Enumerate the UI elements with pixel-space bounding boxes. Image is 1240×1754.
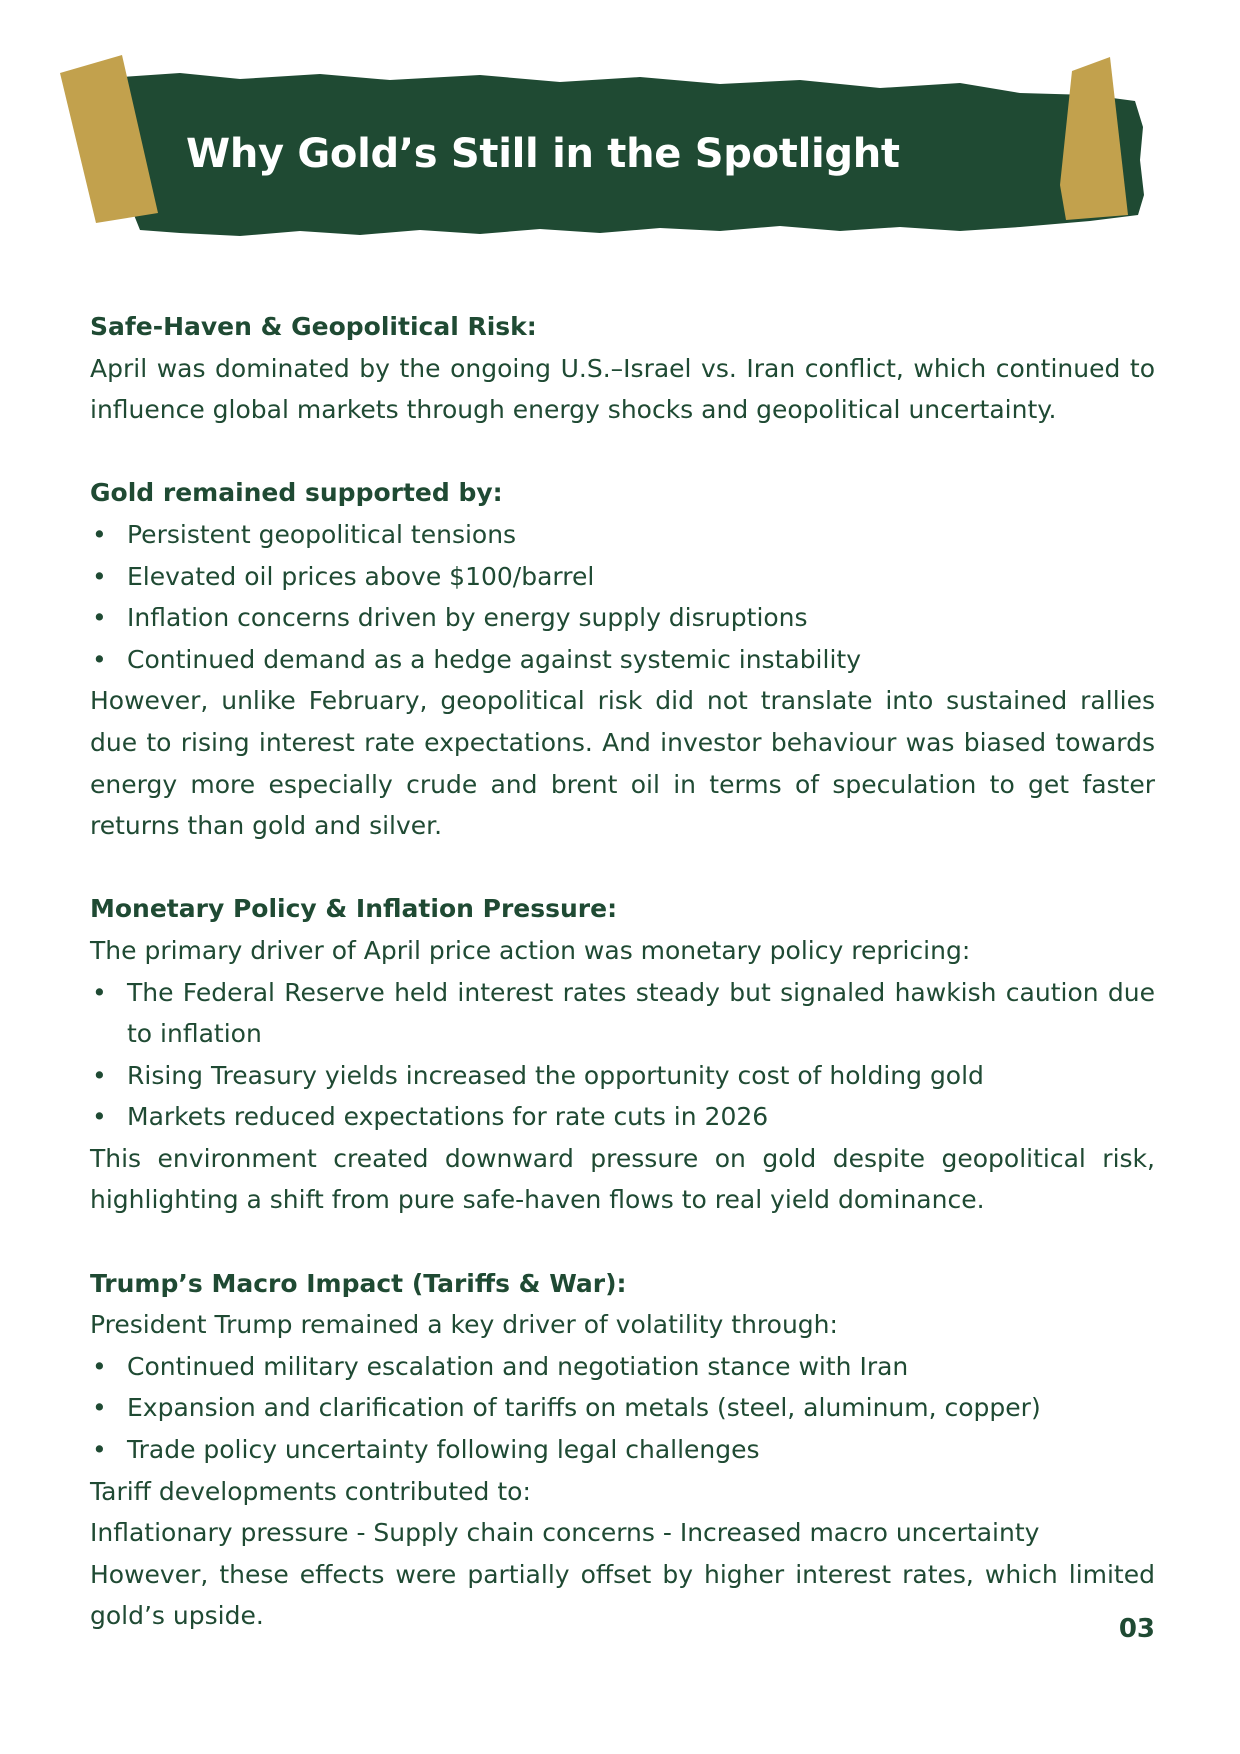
paragraph-monetary-intro: The primary driver of April price action was monetary policy repricing: <box>90 935 971 965</box>
list-item: • Expansion and clarification of tariffs on metals (steel, aluminum, copper) <box>90 1387 1155 1429</box>
list-item: • Inflation concerns driven by energy supply disruptions <box>90 597 1155 639</box>
list-item: • Markets reduced expectations for rate cuts in 2026 <box>90 1096 1155 1138</box>
section-heading-gold-support: Gold remained supported by: <box>90 478 503 508</box>
list-item: • Elevated oil prices above $100/barrel <box>90 556 1155 598</box>
paragraph-trump-line1: Tariff developments contributed to: <box>90 1476 531 1506</box>
bullet-list-monetary <box>90 972 1155 1138</box>
bullet-list-gold-support <box>90 514 1155 680</box>
section-heading-safe-haven: Safe-Haven & Geopolitical Risk: <box>90 312 537 341</box>
list-item: • Continued demand as a hedge against systemic instability <box>90 639 1155 681</box>
paragraph-safe-haven: April was dominated by the ongoing U.S.–Israel vs. Iran conflict, which continued to influence global markets through energy shocks and geopolitical uncertainty. <box>90 353 1155 425</box>
section-heading-trump: Trump’s Macro Impact (Tariffs & War): <box>90 1268 627 1298</box>
paragraph-trump-line2: Inflationary pressure - Supply chain concerns - Increased macro uncertainty <box>90 1518 1040 1548</box>
document-body <box>90 306 1155 1637</box>
paragraph-monetary-after: This environment created downward pressure on gold despite geopolitical risk, highlighting a shift from pure safe-haven flows to real yield dominance. <box>90 1143 1155 1215</box>
list-item: • Trade policy uncertainty following legal challenges <box>90 1429 1155 1471</box>
section-heading-monetary: Monetary Policy & Inflation Pressure: <box>90 894 618 924</box>
spacer <box>90 1221 1155 1263</box>
paragraph-trump-after: However, these effects were partially offset by higher interest rates, which limited gold’s upside. <box>90 1559 1155 1631</box>
list-item: • The Federal Reserve held interest rates steady but signaled hawkish caution due to inflation <box>90 972 1155 1055</box>
right-tape-shape <box>1060 57 1128 220</box>
list-item: • Persistent geopolitical tensions <box>90 514 1155 556</box>
page-title: Why Gold’s Still in the Spotlight <box>186 131 900 177</box>
paragraph-trump-intro: President Trump remained a key driver of volatility through: <box>90 1310 838 1340</box>
list-item: • Continued military escalation and negotiation stance with Iran <box>90 1346 1155 1388</box>
spacer <box>90 431 1155 473</box>
title-banner <box>60 55 1190 255</box>
list-item: • Rising Treasury yields increased the opportunity cost of holding gold <box>90 1055 1155 1097</box>
spacer <box>90 847 1155 889</box>
bullet-list-trump <box>90 1346 1155 1471</box>
page-number: 03 <box>1118 1614 1155 1644</box>
paragraph-gold-support-after: However, unlike February, geopolitical risk did not translate into sustained rallies due to rising interest rate expectations. And investor behaviour was biased towards energy more especially crude and brent oil in terms of speculation to get faster returns than gold and silver. <box>90 686 1155 841</box>
